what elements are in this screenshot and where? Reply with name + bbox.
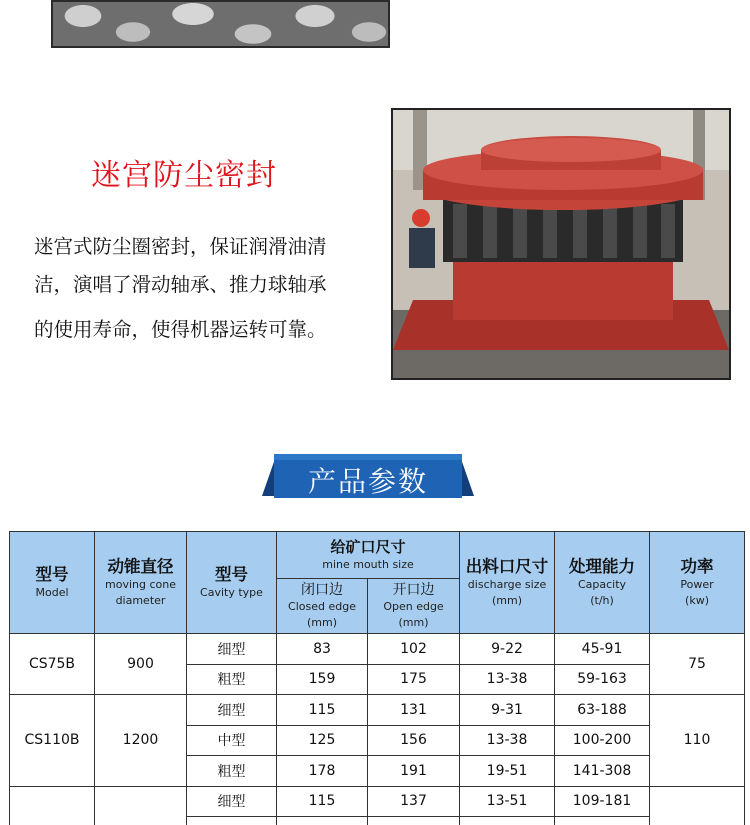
- header-discharge: 出料口尺寸 discharge size (mm): [460, 532, 555, 634]
- cell-capacity: [555, 817, 650, 825]
- cell-capacity: 59-163: [555, 664, 650, 695]
- header-closed-edge: 闭口边 Closed edge (mm): [277, 579, 368, 634]
- description-line: 的使用寿命，使得机器运转可靠。: [34, 318, 327, 341]
- cell-cone: 900: [95, 634, 187, 695]
- cell-open: 175: [368, 664, 460, 695]
- cell-closed: 115: [277, 695, 368, 726]
- cell-cone: [95, 786, 187, 825]
- cell-cavity: 粗型: [187, 756, 277, 787]
- cell-discharge: 19-51: [460, 756, 555, 787]
- description-line: 迷宫式防尘圈密封，保证润滑油清: [34, 235, 327, 258]
- cell-cavity: 细型: [187, 695, 277, 726]
- cone-crusher-photo: [391, 108, 731, 380]
- cell-discharge: 13-51: [460, 786, 555, 817]
- cell-closed: 159: [277, 664, 368, 695]
- cell-cavity: 细型: [187, 786, 277, 817]
- cell-closed: 178: [277, 756, 368, 787]
- cell-open: 137: [368, 786, 460, 817]
- cell-cavity: 粗型: [187, 664, 277, 695]
- cell-discharge: [460, 817, 555, 825]
- cell-power: 110: [650, 695, 745, 787]
- cell-capacity: 109-181: [555, 786, 650, 817]
- cell-capacity: 141-308: [555, 756, 650, 787]
- cell-cavity: 细型: [187, 634, 277, 665]
- cell-closed: 83: [277, 634, 368, 665]
- cell-discharge: 9-31: [460, 695, 555, 726]
- cell-cavity: 中型: [187, 725, 277, 756]
- cell-closed: 125: [277, 725, 368, 756]
- cell-capacity: 45-91: [555, 634, 650, 665]
- table-row: [10, 695, 745, 726]
- cell-discharge: 9-22: [460, 634, 555, 665]
- cell-open: [368, 817, 460, 825]
- cell-open: 131: [368, 695, 460, 726]
- table-row: [10, 786, 745, 817]
- cell-cavity: [187, 817, 277, 825]
- table-row: [10, 634, 745, 665]
- spec-table: [9, 531, 745, 825]
- cell-power: [650, 786, 745, 825]
- header-mine-mouth: 给矿口尺寸 mine mouth size: [277, 532, 460, 579]
- description-line: 洁，演唱了滑动轴承、推力球轴承: [34, 273, 327, 296]
- cell-open: 156: [368, 725, 460, 756]
- cell-discharge: 13-38: [460, 725, 555, 756]
- cell-model: CS110B: [10, 695, 95, 787]
- cell-power: 75: [650, 634, 745, 695]
- cell-capacity: 63-188: [555, 695, 650, 726]
- crushed-stone-photo: [51, 0, 390, 48]
- cell-open: 102: [368, 634, 460, 665]
- header-cavity-type: 型号 Cavity type: [187, 532, 277, 634]
- cell-closed: [277, 817, 368, 825]
- cell-model: [10, 786, 95, 825]
- cell-capacity: 100-200: [555, 725, 650, 756]
- header-capacity: 处理能力 Capacity (t/h): [555, 532, 650, 634]
- header-model: 型号 Model: [10, 532, 95, 634]
- header-cone-diameter: 动锥直径 moving cone diameter: [95, 532, 187, 634]
- cell-cone: 1200: [95, 695, 187, 787]
- section-title: 迷宫防尘密封: [91, 158, 277, 193]
- cell-discharge: 13-38: [460, 664, 555, 695]
- product-params-banner: [262, 452, 474, 500]
- cell-closed: 115: [277, 786, 368, 817]
- banner-title: 产品参数: [307, 465, 428, 498]
- header-open-edge: 开口边 Open edge (mm): [368, 579, 460, 634]
- cell-open: 191: [368, 756, 460, 787]
- header-power: 功率 Power (kw): [650, 532, 745, 634]
- cell-model: CS75B: [10, 634, 95, 695]
